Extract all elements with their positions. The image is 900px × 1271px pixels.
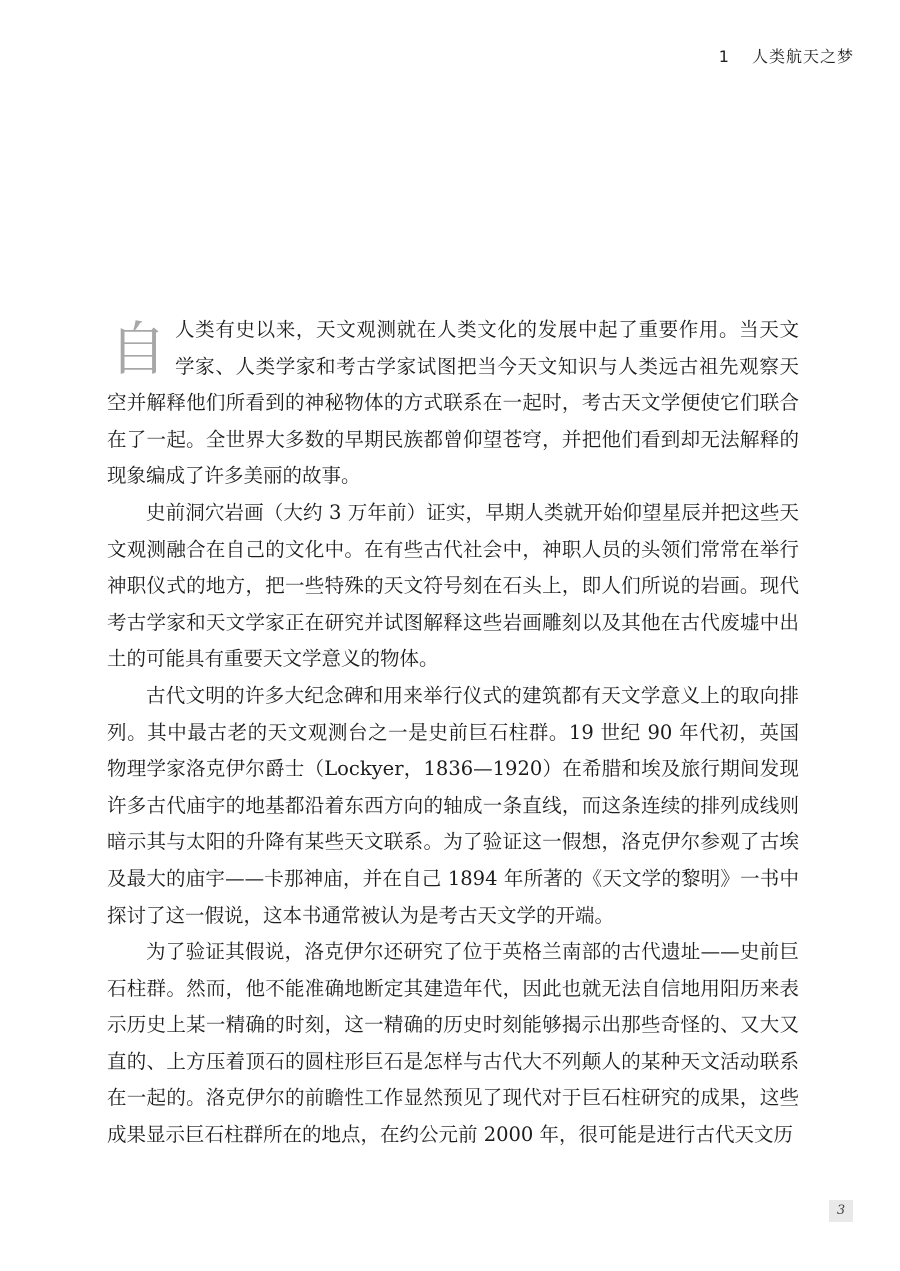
paragraph-2: 史前洞穴岩画（大约 3 万年前）证实，早期人类就开始仰望星辰并把这些天文观测融合在自己的文化中。在有些古代社会中，神职人员的头领们常常在举行神职仪式的地方，把一些特殊的天文符号刻在石头上，即人们所说的岩画。现代考古学家和天文学家正在研究并试图解释这些岩画雕刻以及其他在古代废墟中出土的可能具有重要天文学意义的物体。 xyxy=(107,500,799,671)
paragraph-1-text: 人类有史以来，天文观测就在人类文化的发展中起了重要作用。当天文学家、人类学家和考古学家试图把当今天文知识与人类远古祖先观察天空并解释他们所看到的神秘物体的方式联系在一起时，考古天文学便使它们联合在了一起。全世界大多数的早期民族都曾仰望苍穹，并把他们看到却无法解释的现象编成了许多美丽的故事。 xyxy=(107,318,799,488)
paragraph-4: 为了验证其假说，洛克伊尔还研究了位于英格兰南部的古代遗址——史前巨石柱群。然而，他不能准确地断定其建造年代，因此也就无法自信地用阳历来表示历史上某一精确的时刻，这一精确的历史时刻能够揭示出那些奇怪的、又大又直的、上方压着顶石的圆柱形巨石是怎样与古代大不列颠人的某种天文活动联系在一起的。洛克伊尔的前瞻性工作显然预见了现代对于巨石柱研究的成果，这些成果显示巨石柱群所在的地点，在约公元前 2000 年，很可能是进行古代天文历 xyxy=(107,940,799,1147)
paragraph-1 xyxy=(107,312,799,495)
page-number: 3 xyxy=(829,1200,853,1222)
drop-cap: 自 xyxy=(109,315,168,383)
main-text xyxy=(107,312,799,1154)
paragraph-3: 古代文明的许多大纪念碑和用来举行仪式的建筑都有天文学意义上的取向排列。其中最古老的天文观测台之一是史前巨石柱群。19 世纪 90 年代初，英国物理学家洛克伊尔爵士（Lockyer，1836—1920）在希腊和埃及旅行期间发现许多古代庙宇的地基都沿着东西方向的轴成一条直线，而这条连续的排列成线则暗示其与太阳的升降有某些天文联系。为了验证这一假想，洛克伊尔参观了古埃及最大的庙宇——卡那神庙，并在自己 1894 年所著的《天文学的黎明》一书中探讨了这一假说，这本书通常被认为是考古天文学的开端。 xyxy=(107,683,799,927)
chapter-title: 人类航天之梦 xyxy=(751,47,854,66)
chapter-number: 1 xyxy=(718,47,730,66)
running-header xyxy=(719,44,854,67)
